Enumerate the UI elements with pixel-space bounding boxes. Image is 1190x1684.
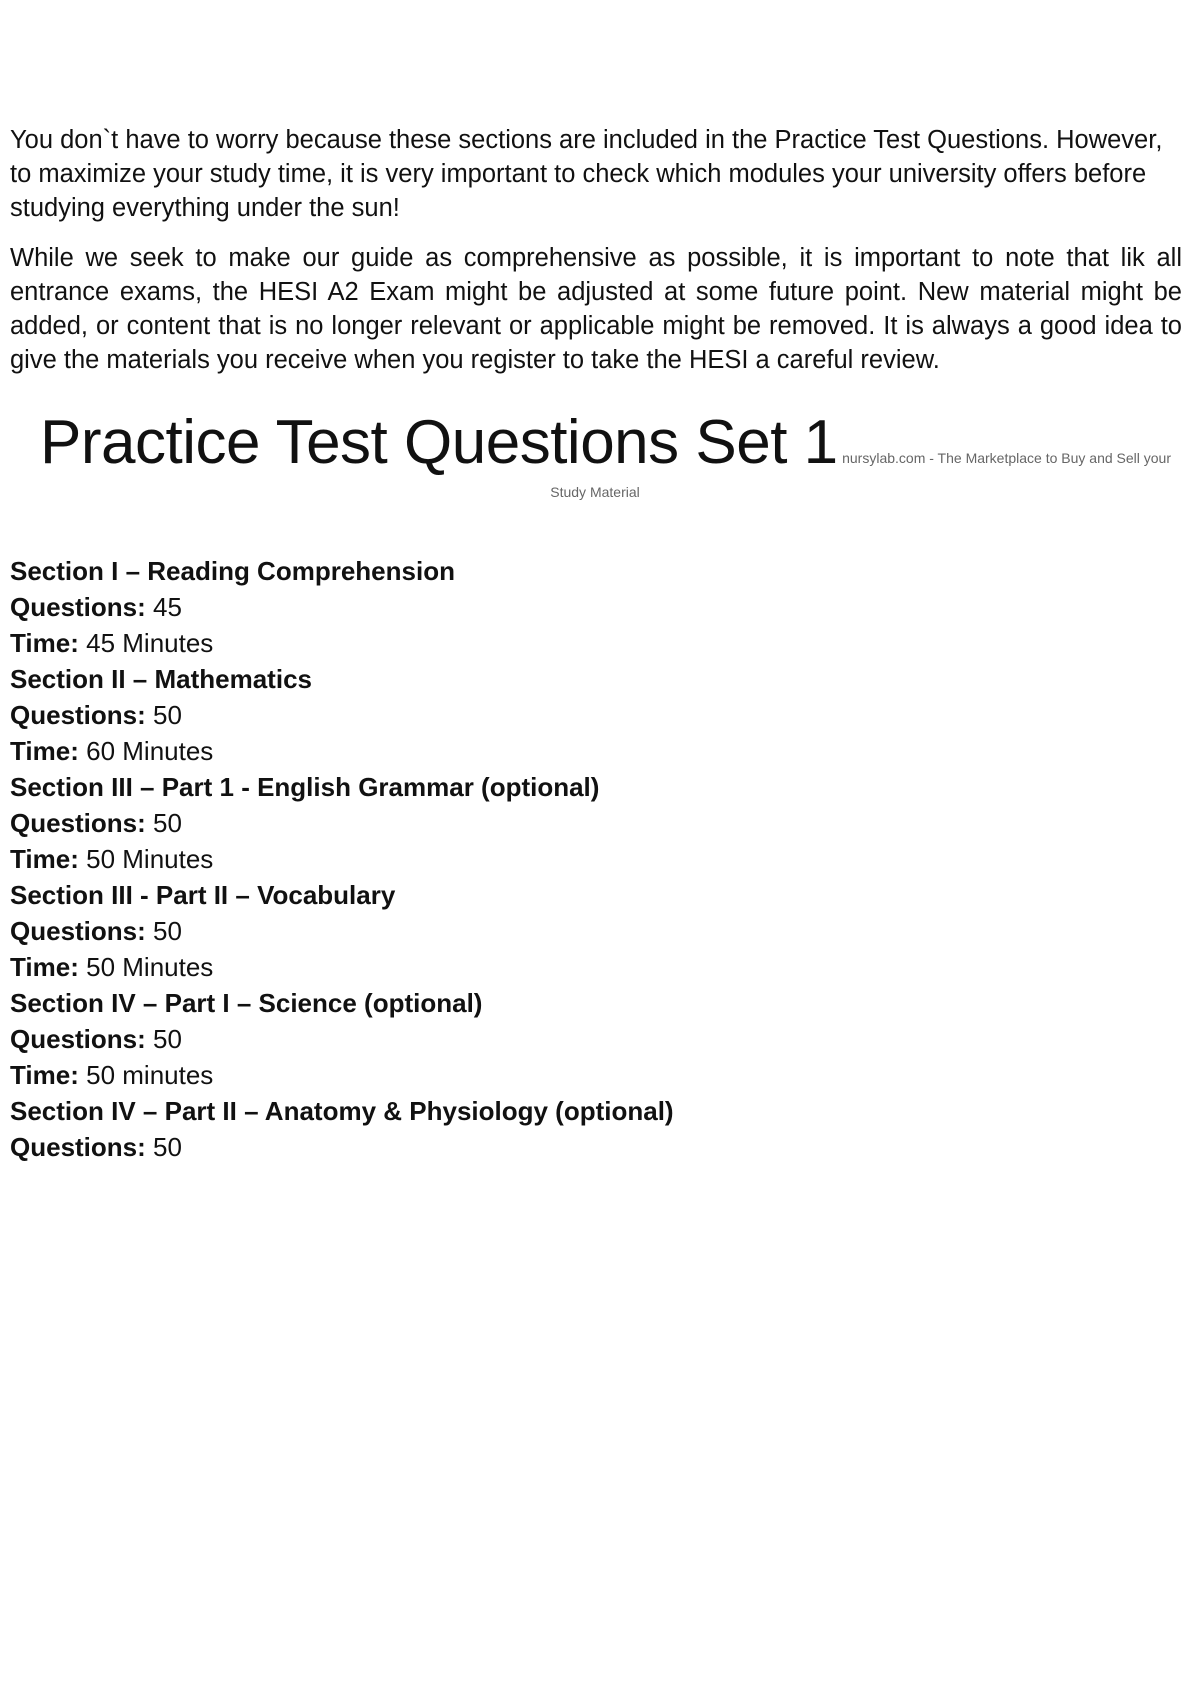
time-label: Time: bbox=[10, 736, 79, 766]
section-heading: Section II – Mathematics bbox=[10, 664, 312, 694]
time-value: 50 Minutes bbox=[86, 952, 214, 982]
time-value: 50 Minutes bbox=[86, 844, 214, 874]
questions-label: Questions: bbox=[10, 700, 146, 730]
questions-label: Questions: bbox=[10, 916, 146, 946]
watermark-line-1: nursylab.com - The Marketplace to Buy and Sell your bbox=[842, 450, 1172, 466]
questions-value: 50 bbox=[153, 916, 182, 946]
questions-label: Questions: bbox=[10, 1132, 146, 1162]
time-line bbox=[10, 625, 1170, 661]
section-heading: Section IV – Part I – Science (optional) bbox=[10, 988, 483, 1018]
questions-value: 50 bbox=[153, 700, 182, 730]
time-line bbox=[10, 733, 1170, 769]
questions-value: 45 bbox=[153, 592, 182, 622]
time-label: Time: bbox=[10, 952, 79, 982]
questions-line bbox=[10, 697, 1170, 733]
time-line bbox=[10, 949, 1170, 985]
questions-line bbox=[10, 805, 1170, 841]
section-heading: Section I – Reading Comprehension bbox=[10, 556, 455, 586]
questions-line bbox=[10, 1021, 1170, 1057]
section-heading: Section IV – Part II – Anatomy & Physiology (optional) bbox=[10, 1096, 674, 1126]
time-value: 50 minutes bbox=[86, 1060, 214, 1090]
time-label: Time: bbox=[10, 628, 79, 658]
watermark-line-2: Study Material bbox=[550, 484, 640, 500]
questions-line bbox=[10, 1129, 1170, 1165]
page-title: Practice Test Questions Set 1 bbox=[40, 408, 838, 477]
time-line bbox=[10, 1057, 1170, 1093]
time-label: Time: bbox=[10, 844, 79, 874]
questions-value: 50 bbox=[153, 1132, 182, 1162]
title-row bbox=[40, 408, 1171, 478]
time-value: 60 Minutes bbox=[86, 736, 214, 766]
time-value: 45 Minutes bbox=[86, 628, 214, 658]
section-heading: Section III – Part 1 - English Grammar (optional) bbox=[10, 772, 600, 802]
questions-label: Questions: bbox=[10, 1024, 146, 1054]
questions-value: 50 bbox=[153, 808, 182, 838]
note-paragraph: While we seek to make our guide as comprehensive as possible, it is important to note that lik all entrance exams, the HESI A2 Exam might be adjusted at some future point. New material might be added, or content that is no longer relevant or applicable might be removed. It is always a good idea to give the materials you receive when you register to take the HESI a careful review. bbox=[10, 244, 1182, 374]
intro-paragraph: You don`t have to worry because these sections are included in the Practice Test Questions. However, to maximize your study time, it is very important to check which modules your university offers before studying everything under the sun! bbox=[10, 126, 1163, 222]
section-list bbox=[10, 553, 1170, 1165]
questions-line bbox=[10, 913, 1170, 949]
questions-label: Questions: bbox=[10, 808, 146, 838]
questions-line bbox=[10, 589, 1170, 625]
questions-value: 50 bbox=[153, 1024, 182, 1054]
time-label: Time: bbox=[10, 1060, 79, 1090]
section-heading: Section III - Part II – Vocabulary bbox=[10, 880, 396, 910]
questions-label: Questions: bbox=[10, 592, 146, 622]
time-line bbox=[10, 841, 1170, 877]
